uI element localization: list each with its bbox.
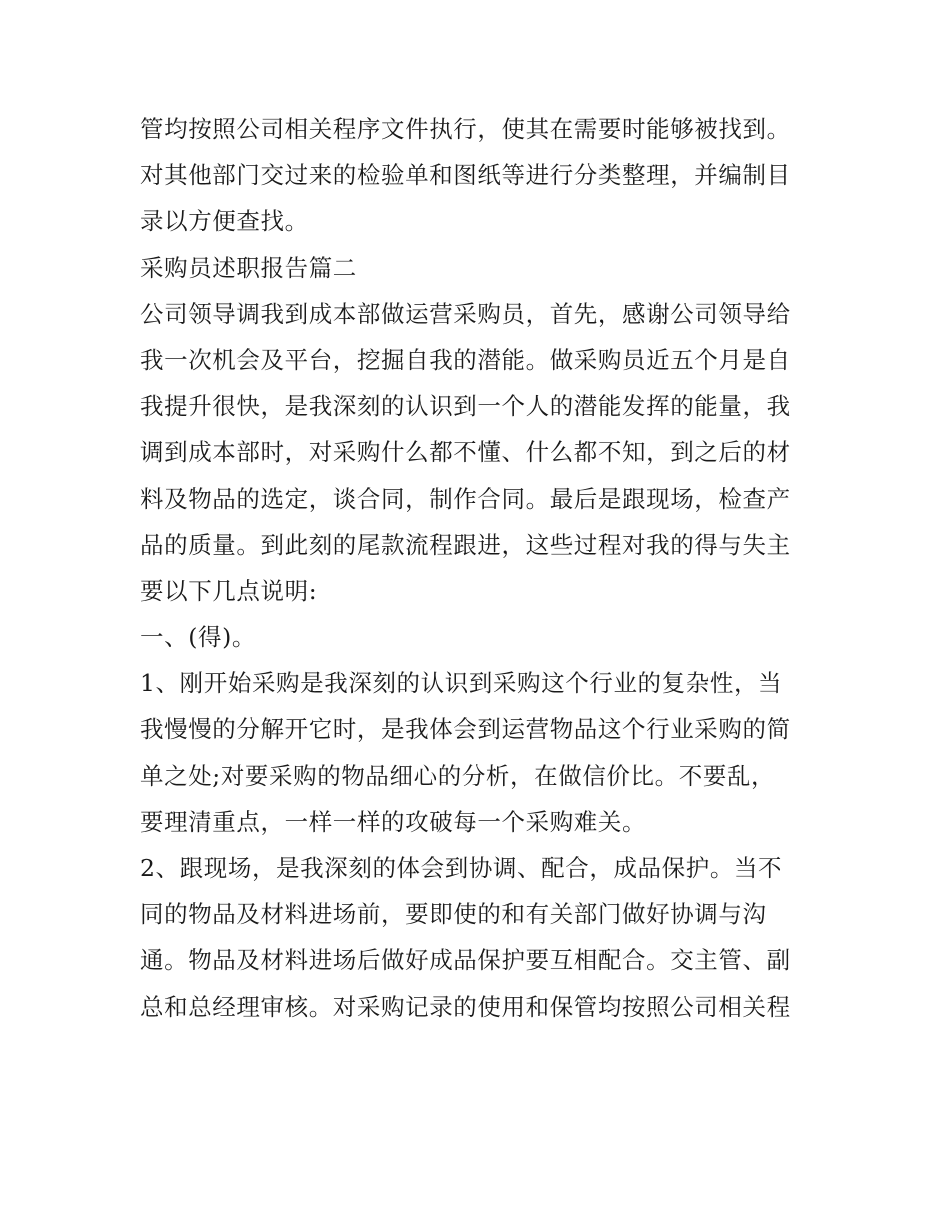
text-line: 我一次机会及平台，挖掘自我的潜能。做采购员近五个月是自 [140,345,791,374]
text-line: 录以方便查找。 [140,207,309,236]
text-line: 对其他部门交过来的检验单和图纸等进行分类整理，并编制目 [140,161,791,190]
text-line: 总和总经理审核。对采购记录的使用和保管均按照公司相关程 [140,992,791,1021]
text-line: 品的质量。到此刻的尾款流程跟进，这些过程对我的得与失主 [140,530,791,559]
text-line: 2、跟现场，是我深刻的体会到协调、配合，成品保护。当不 [140,854,783,882]
text-line: 调到成本部时，对采购什么都不懂、什么都不知，到之后的材 [140,438,791,467]
text-line: 公司领导调我到成本部做运营采购员，首先，感谢公司领导给 [140,299,791,328]
text-line: 同的物品及材料进场前，要即使的和有关部门做好协调与沟 [140,900,767,929]
text-line: 料及物品的选定，谈合同，制作合同。最后是跟现场，检查产 [140,484,791,513]
subsection-heading: 一、(得)。 [140,623,256,652]
section-heading: 采购员述职报告篇二 [140,253,357,282]
text-line: 通。物品及材料进场后做好成品保护要互相配合。交主管、副 [140,946,791,975]
text-line: 管均按照公司相关程序文件执行，使其在需要时能够被找到。 [140,115,791,143]
text-line: 单之处;对要采购的物品细心的分析，在做信价比。不要乱， [140,761,776,790]
text-line: 要以下几点说明: [140,576,318,605]
text-line: 我慢慢的分解开它时，是我体会到运营物品这个行业采购的简 [140,715,791,744]
text-line: 1、刚开始采购是我深刻的认识到采购这个行业的复杂性，当 [140,669,783,698]
document-body [140,106,830,1030]
text-line: 要理清重点，一样一样的攻破每一个采购难关。 [140,807,647,836]
text-line: 我提升很快，是我深刻的认识到一个人的潜能发挥的能量，我 [140,392,791,421]
